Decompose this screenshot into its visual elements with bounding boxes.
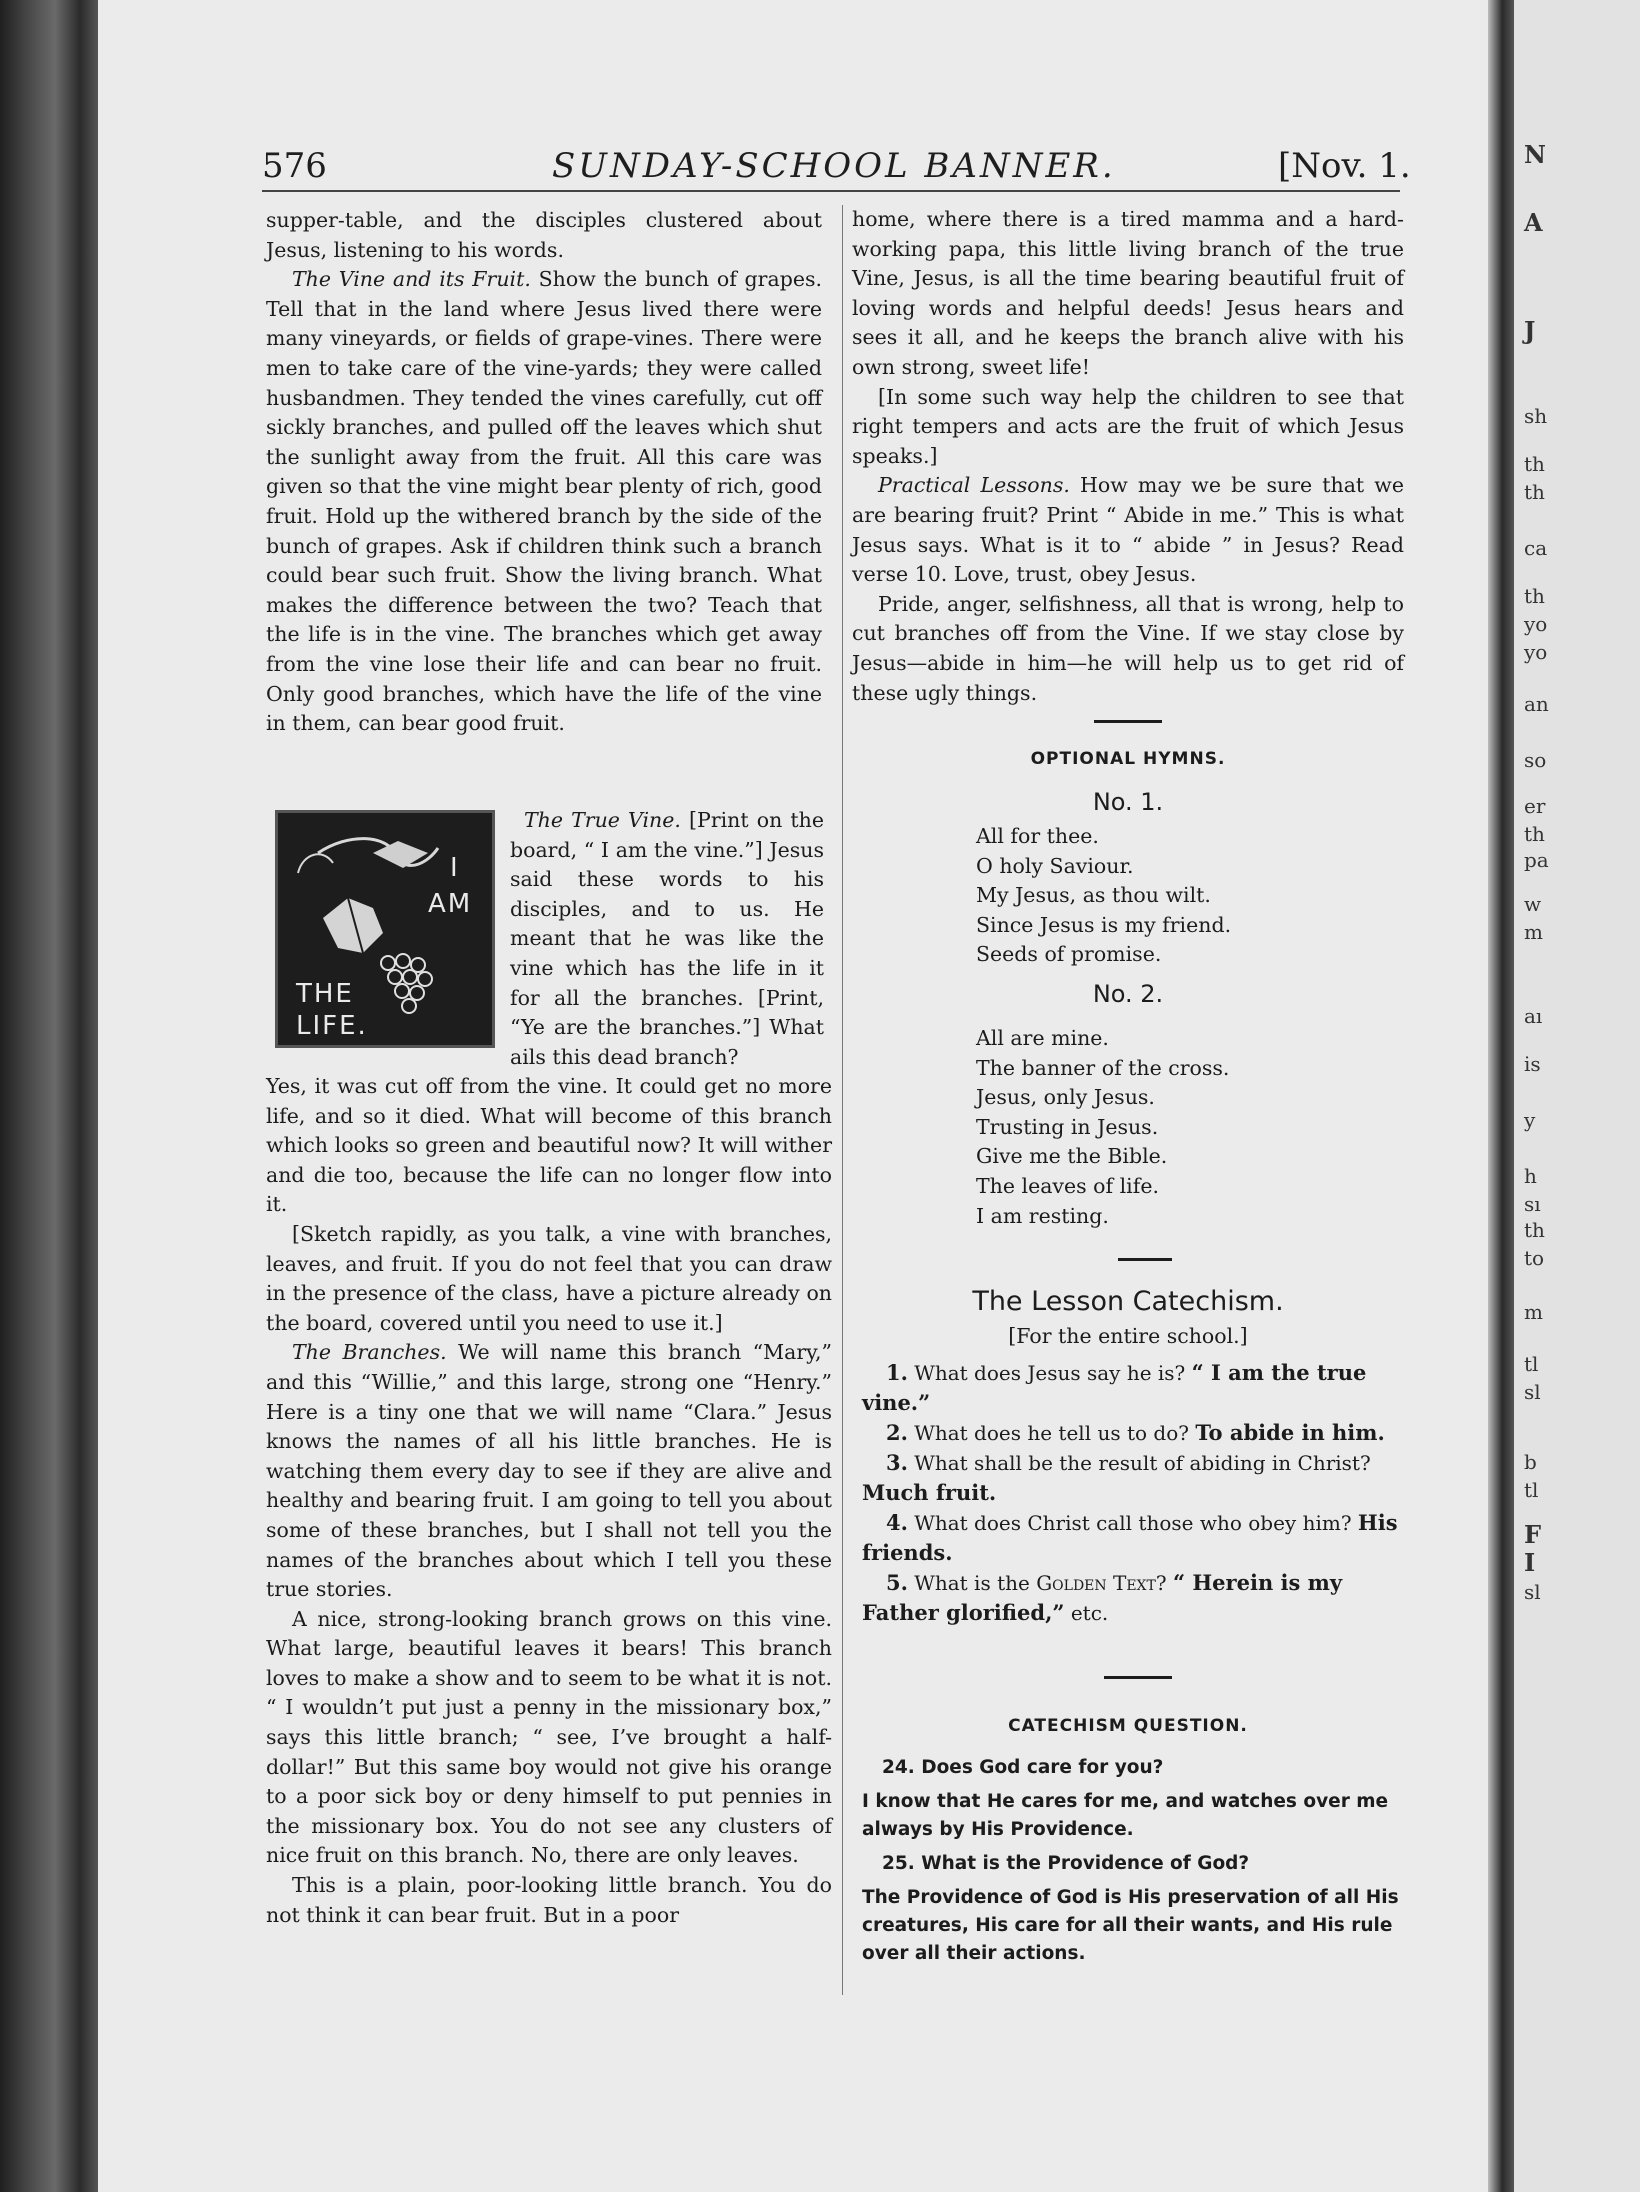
hymn-title: Trusting in Jesus.: [976, 1114, 1159, 1139]
facing-page-fragment: yo: [1524, 612, 1548, 636]
facing-page-fragment: th: [1524, 822, 1545, 846]
hymn-list-1: [976, 822, 1231, 970]
paragraph-text: Show the bunch of grapes. Tell that in the land where Jesus lived there were many vineyards, or fields of grape-vines. There were men to take care of the vine-yards; they were called husbandmen. They tended the vines carefully, cut off sickly branches, and pulled off the leaves which shut the sunlight away from the fruit. All this care was given so that the vine might bear plenty of rich, good fruit. Hold up the withered branch by the side of the bunch of grapes. Ask if children think such a branch could bear such fruit. Show the living branch. What makes the difference between the two? Teach that the life is in the vine. The branches which get away from the vine lose their life and can bear no fruit. Only good branches, which have the life of the vine in them, can bear good fruit.: [266, 267, 822, 736]
facing-page-edge: [1514, 0, 1640, 2192]
catechism-item: [862, 1568, 1418, 1628]
catechism-subtitle: [For the entire school.]: [1008, 1324, 1248, 1348]
facing-page-fragment: tl: [1524, 1352, 1539, 1376]
facing-page-fragment: sı: [1524, 1192, 1541, 1216]
hymn-title: Give me the Bible.: [976, 1144, 1168, 1169]
catechism-questions: [862, 1754, 1427, 1974]
section-lead: The Vine and its Fruit.: [292, 267, 531, 292]
golden-text-label: Golden Text: [1036, 1571, 1156, 1595]
facing-page-fragment: w: [1524, 892, 1542, 916]
inset-word: THE: [296, 979, 354, 1009]
item-number: 4.: [886, 1510, 908, 1535]
paragraph: A nice, strong-looking branch grows on this vine. What large, beautiful leaves it bears! This branch loves to make a show and to seem to be what it is not. “ I wouldn’t put just a penny in the missionary box,” says this little branch; “ see, I’ve brought a half-dollar!” But this same boy would not give his orange to a poor sick boy or deny himself to put pennies in the missionary box. You do not see any clusters of nice fruit on this branch. No, there are only leaves.: [266, 1606, 832, 1868]
facing-page-fragment: aı: [1524, 1004, 1543, 1028]
hymn-title: Since Jesus is my friend.: [976, 912, 1232, 937]
hymn-title: I am resting.: [976, 1203, 1109, 1228]
facing-page-fragment: I: [1524, 1548, 1536, 1577]
answer: I know that He cares for me, and watches over me always by His Providence.: [862, 1791, 1389, 1840]
facing-page-fragment: th: [1524, 1218, 1545, 1242]
paragraph: Yes, it was cut off from the vine. It could get no more life, and so it died. What will become of this branch which looks so green and beautiful now? It will wither and die too, because the life can no longer flow into it.: [266, 1074, 832, 1217]
facing-page-fragment: er: [1524, 794, 1546, 818]
facing-page-fragment: sl: [1524, 1580, 1541, 1604]
item-number: 5.: [886, 1570, 908, 1595]
section-rule: [1094, 720, 1162, 723]
section-lead: The Branches.: [292, 1340, 447, 1365]
facing-page-fragment: tl: [1524, 1478, 1539, 1502]
hymn-title: My Jesus, as thou wilt.: [976, 883, 1211, 908]
catechism-item: [862, 1508, 1418, 1568]
book-spine: [0, 0, 100, 2192]
catechism-item: [862, 1358, 1418, 1418]
facing-page-fragment: b: [1524, 1450, 1537, 1474]
inset-word: LIFE.: [296, 1011, 368, 1041]
paragraph: [Sketch rapidly, as you talk, a vine with branches, leaves, and fruit. If you do not feel that you can draw in the presence of the class, have a picture already on the board, covered until you need to use it.]: [266, 1221, 832, 1335]
facing-page-fragment: an: [1524, 692, 1549, 716]
hymn-title: The leaves of life.: [976, 1173, 1159, 1198]
question: 25. What is the Providence of God?: [882, 1853, 1250, 1874]
answer: Much fruit.: [862, 1480, 997, 1505]
facing-page-fragment: m: [1524, 920, 1543, 944]
section-rule: [1104, 1676, 1172, 1679]
facing-page-fragment: so: [1524, 748, 1547, 772]
facing-page-fragment: th: [1524, 480, 1545, 504]
answer: “ I am the true vine.”: [862, 1360, 1367, 1415]
facing-page-fragment: to: [1524, 1246, 1545, 1270]
facing-page-fragment: th: [1524, 584, 1545, 608]
section-lead: Practical Lessons.: [878, 473, 1070, 498]
answer: His friends.: [862, 1510, 1398, 1565]
paragraph: supper-table, and the disciples clustered about Jesus, listening to his words.: [266, 208, 822, 262]
inset-word: I: [450, 853, 460, 883]
answer: “ Herein is my Father glorified,”: [862, 1570, 1343, 1625]
facing-page-fragment: sh: [1524, 404, 1548, 428]
catechism-question-heading: CATECHISM QUESTION.: [1008, 1716, 1248, 1736]
paragraph: [266, 265, 822, 739]
hymns-heading: OPTIONAL HYMNS.: [1030, 749, 1226, 769]
facing-page-fragment: pa: [1524, 848, 1549, 872]
question: What does Christ call those who obey him?: [914, 1511, 1352, 1535]
paragraph: [510, 806, 824, 1072]
left-column-top: [266, 206, 822, 739]
paragraph: [266, 1338, 832, 1604]
section-lead: The True Vine.: [524, 808, 681, 832]
facing-page-fragment: m: [1524, 1300, 1543, 1324]
catechism-item: [862, 1418, 1418, 1448]
catechism-item: [862, 1448, 1418, 1508]
hymn-list-label: No. 1.: [1092, 788, 1164, 816]
facing-page-fragment: sl: [1524, 1380, 1541, 1404]
catechism-title: The Lesson Catechism.: [972, 1286, 1284, 1317]
paragraph-text: We will name this branch “Mary,” and this “Willie,” and this large, strong one “Henry.” Here is a tiny one that we will name “Clara.” Jesus knows the names of all his little branches. He is watching them every day to see if they are alive and healthy and bearing fruit. I am going to tell you about some of these branches, but I shall not tell you the names of the branches about which I tell you these true stories.: [266, 1340, 832, 1602]
running-title: SUNDAY-SCHOOL BANNER.: [552, 146, 1116, 186]
question: 24. Does God care for you?: [882, 1757, 1164, 1778]
answer-suffix: etc.: [1070, 1601, 1109, 1625]
facing-page-fragment: F: [1524, 1520, 1542, 1549]
i-am-the-life-illustration: [275, 810, 495, 1048]
page-gutter: [1488, 0, 1514, 2192]
answer: The Providence of God is His preservation of all His creatures, His care for all their wants, and His rule over all their actions.: [862, 1887, 1399, 1964]
item-number: 3.: [886, 1450, 908, 1475]
facing-page-fragment: h: [1524, 1164, 1537, 1188]
hymn-title: O holy Saviour.: [976, 853, 1134, 878]
paragraph-text: [Print on the board, “ I am the vine.”] Jesus said these words to his disciples, and to us. He meant that he was like the vine which has the life in it for all the branches. [Print, “Ye are the branches.”] What ails this dead branch?: [510, 808, 824, 1069]
facing-page-fragment: ca: [1524, 536, 1548, 560]
question-mark: ?: [1155, 1571, 1167, 1595]
facing-page-fragment: yo: [1524, 640, 1548, 664]
facing-page-fragment: J: [1524, 316, 1536, 345]
item-number: 1.: [886, 1360, 908, 1385]
question: What is the: [914, 1571, 1030, 1595]
hymn-title: All for thee.: [976, 824, 1099, 848]
header-rule: [262, 190, 1400, 192]
hymn-list-2: [976, 1024, 1229, 1231]
facing-page-fragment: A: [1524, 208, 1543, 237]
paragraph: [852, 471, 1404, 589]
right-column-text: [852, 205, 1404, 708]
facing-page-fragment: is: [1524, 1052, 1541, 1076]
facing-page-fragment: th: [1524, 452, 1545, 476]
hymn-title: Jesus, only Jesus.: [976, 1085, 1155, 1110]
paragraph-text: How may we be sure that we are bearing fruit? Print “ Abide in me.” This is what Jesus says. What is it to “ abide ” in Jesus? Read verse 10. Love, trust, obey Jesus.: [852, 473, 1404, 587]
left-column-bottom: [266, 1072, 832, 1930]
answer: To abide in him.: [1195, 1420, 1385, 1445]
page-number: 576: [262, 146, 327, 186]
hymn-title: All are mine.: [976, 1026, 1109, 1050]
paragraph: [In some such way help the children to see that right tempers and acts are the fruit of which Jesus speaks.]: [852, 384, 1404, 468]
inset-word: AM: [428, 889, 473, 919]
lesson-catechism: [862, 1358, 1418, 1628]
paragraph: Pride, anger, selfishness, all that is wrong, help to cut branches off from the Vine. If we stay close by Jesus—abide in him—he will help us to get rid of these ugly things.: [852, 591, 1404, 705]
column-divider: [842, 205, 843, 1995]
question: What does Jesus say he is?: [914, 1361, 1186, 1385]
facing-page-fragment: N: [1524, 140, 1546, 169]
question: What does he tell us to do?: [914, 1421, 1189, 1445]
paragraph: home, where there is a tired mamma and a hard-working papa, this little living branch of the true Vine, Jesus, is all the time bearing beautiful fruit of loving words and helpful deeds! Jesus hears and sees it all, and he keeps the branch alive with his own strong, sweet life!: [852, 207, 1404, 379]
section-rule: [1118, 1258, 1172, 1261]
paragraph: This is a plain, poor-looking little branch. You do not think it can bear fruit. But in a poor: [266, 1873, 832, 1927]
true-vine-paragraph: [510, 806, 824, 1072]
hymn-title: The banner of the cross.: [976, 1055, 1230, 1080]
item-number: 2.: [886, 1420, 908, 1445]
issue-date: [Nov. 1.: [1278, 146, 1411, 186]
hymn-list-label: No. 2.: [1092, 980, 1164, 1008]
facing-page-fragment: y: [1524, 1108, 1536, 1132]
hymn-title: Seeds of promise.: [976, 942, 1162, 967]
question: What shall be the result of abiding in Christ?: [914, 1451, 1371, 1475]
